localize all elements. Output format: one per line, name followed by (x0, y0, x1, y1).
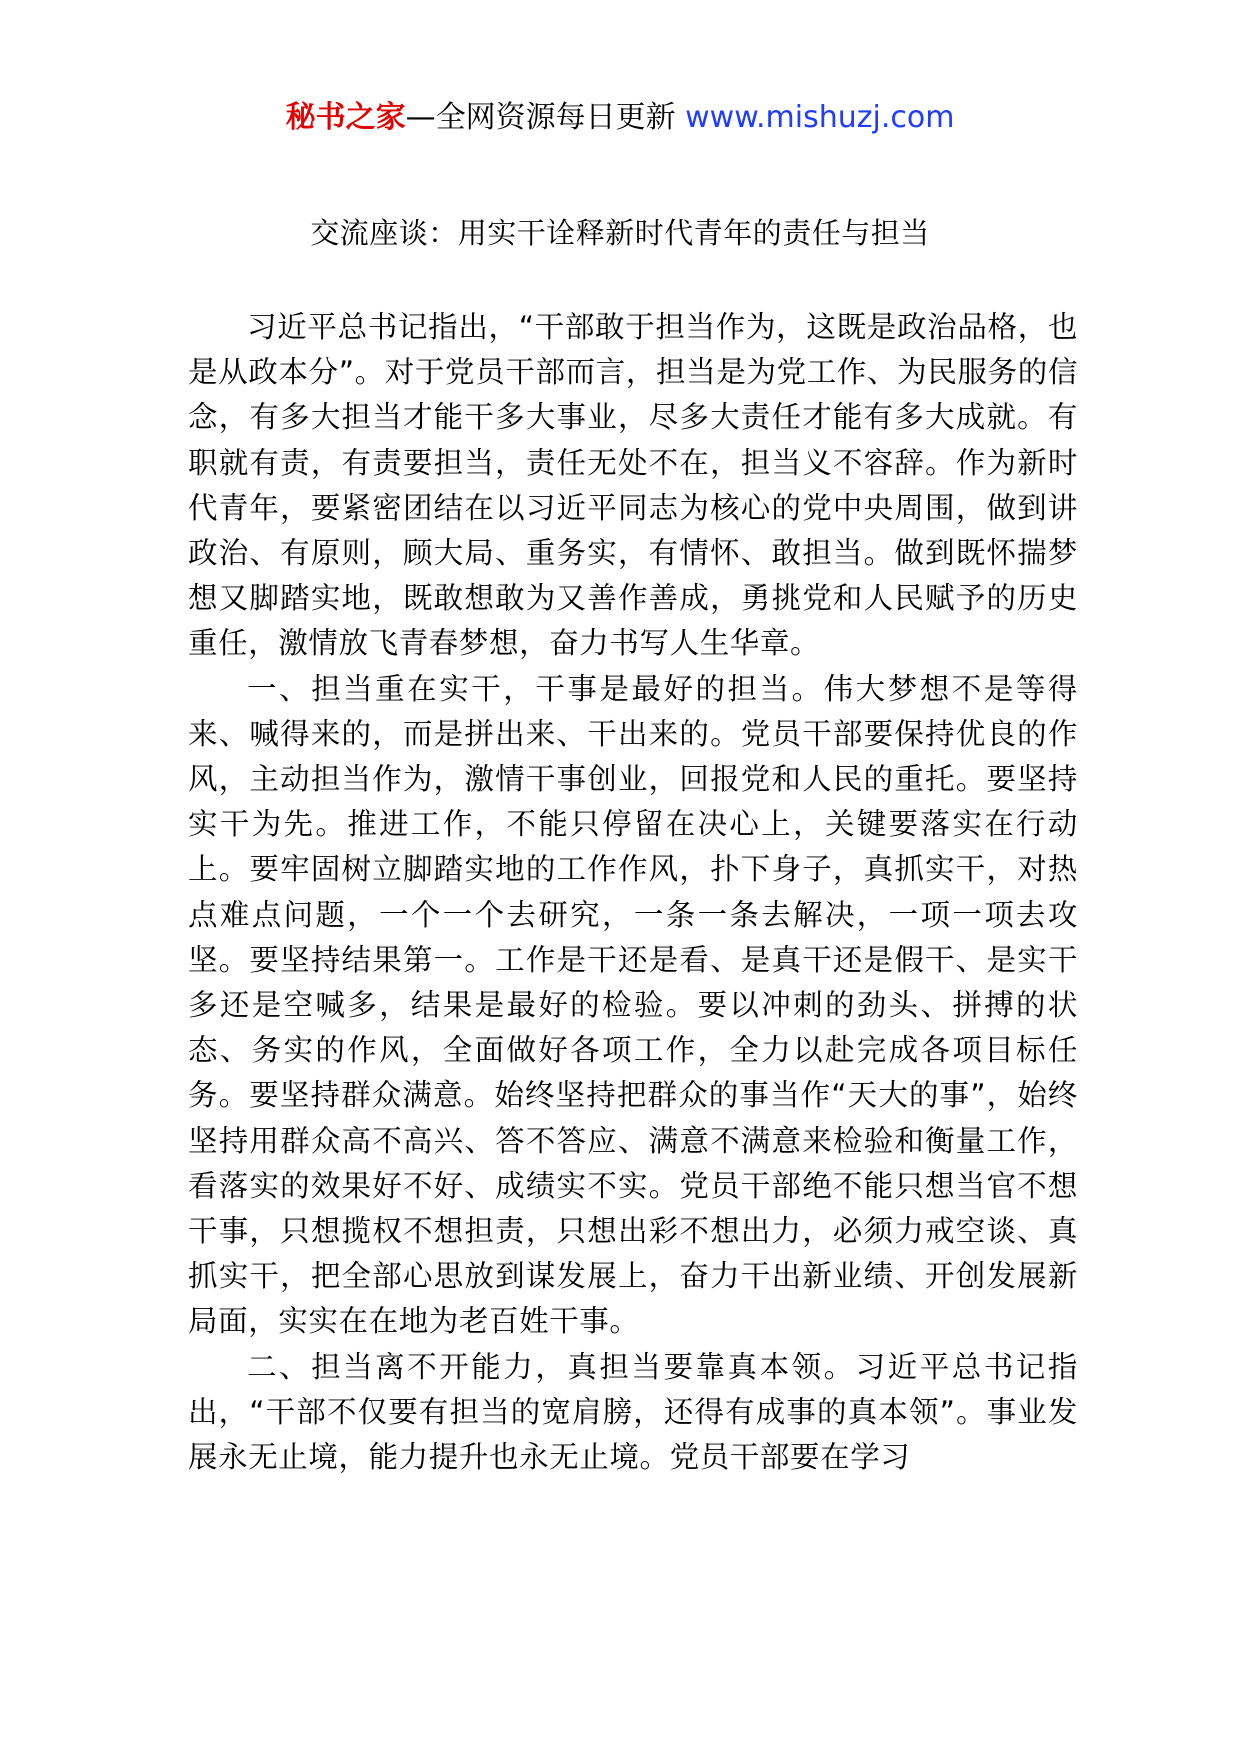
site-url-link[interactable]: www.mishuzj.com (685, 100, 955, 135)
site-header (0, 98, 1240, 138)
site-tagline: —全网资源每日更新 (405, 100, 676, 135)
document-title: 交流座谈：用实干诠释新时代青年的责任与担当 (310, 216, 930, 250)
paragraph-section-one: 一、担当重在实干，干事是最好的担当。伟大梦想不是等得来、喊得来的，而是拼出来、干出来的。党员干部要保持优良的作风，主动担当作为，激情干事创业，回报党和人民的重托。要坚持实干为先。推进工作，不能只停留在决心上，关键要落实在行动上。要牢固树立脚踏实地的工作作风，扑下身子，真抓实干，对热点难点问题，一个一个去研究，一条一条去解决，一项一项去攻坚。要坚持结果第一。工作是干还是看、是真干还是假干、是实干多还是空喊多，结果是最好的检验。要以冲刺的劲头、拼搏的状态、务实的作风，全面做好各项工作，全力以赴完成各项目标任务。要坚持群众满意。始终坚持把群众的事当作“天大的事”，始终坚持用群众高不高兴、答不答应、满意不满意来检验和衡量工作，看落实的效果好不好、成绩实不实。党员干部绝不能只想当官不想干事，只想揽权不想担责，只想出彩不想出力，必须力戒空谈、真抓实干，把全部心思放到谋发展上，奋力干出新业绩、开创发展新局面，实实在在地为老百姓干事。 (188, 671, 1078, 1339)
site-brand: 秘书之家 (285, 100, 406, 135)
paragraph-intro: 习近平总书记指出，“干部敢于担当作为，这既是政治品格，也是从政本分”。对于党员干部而言，担当是为党工作、为民服务的信念，有多大担当才能干多大事业，尽多大责任才能有多大成就。有职就有责，有责要担当，责任无处不在，担当义不容辞。作为新时代青年，要紧密团结在以习近平同志为核心的党中央周围，做到讲政治、有原则，顾大局、重务实，有情怀、敢担当。做到既怀揣梦想又脚踏实地，既敢想敢为又善作善成，勇挑党和人民赋予的历史重任，激情放飞青春梦想，奋力书写人生华章。 (188, 310, 1078, 661)
document-body (188, 305, 1078, 1480)
paragraph-section-two: 二、担当离不开能力，真担当要靠真本领。习近平总书记指出，“干部不仅要有担当的宽肩膀，还得有成事的真本领”。事业发展永无止境，能力提升也永无止境。党员干部要在学习 (188, 1349, 1078, 1475)
